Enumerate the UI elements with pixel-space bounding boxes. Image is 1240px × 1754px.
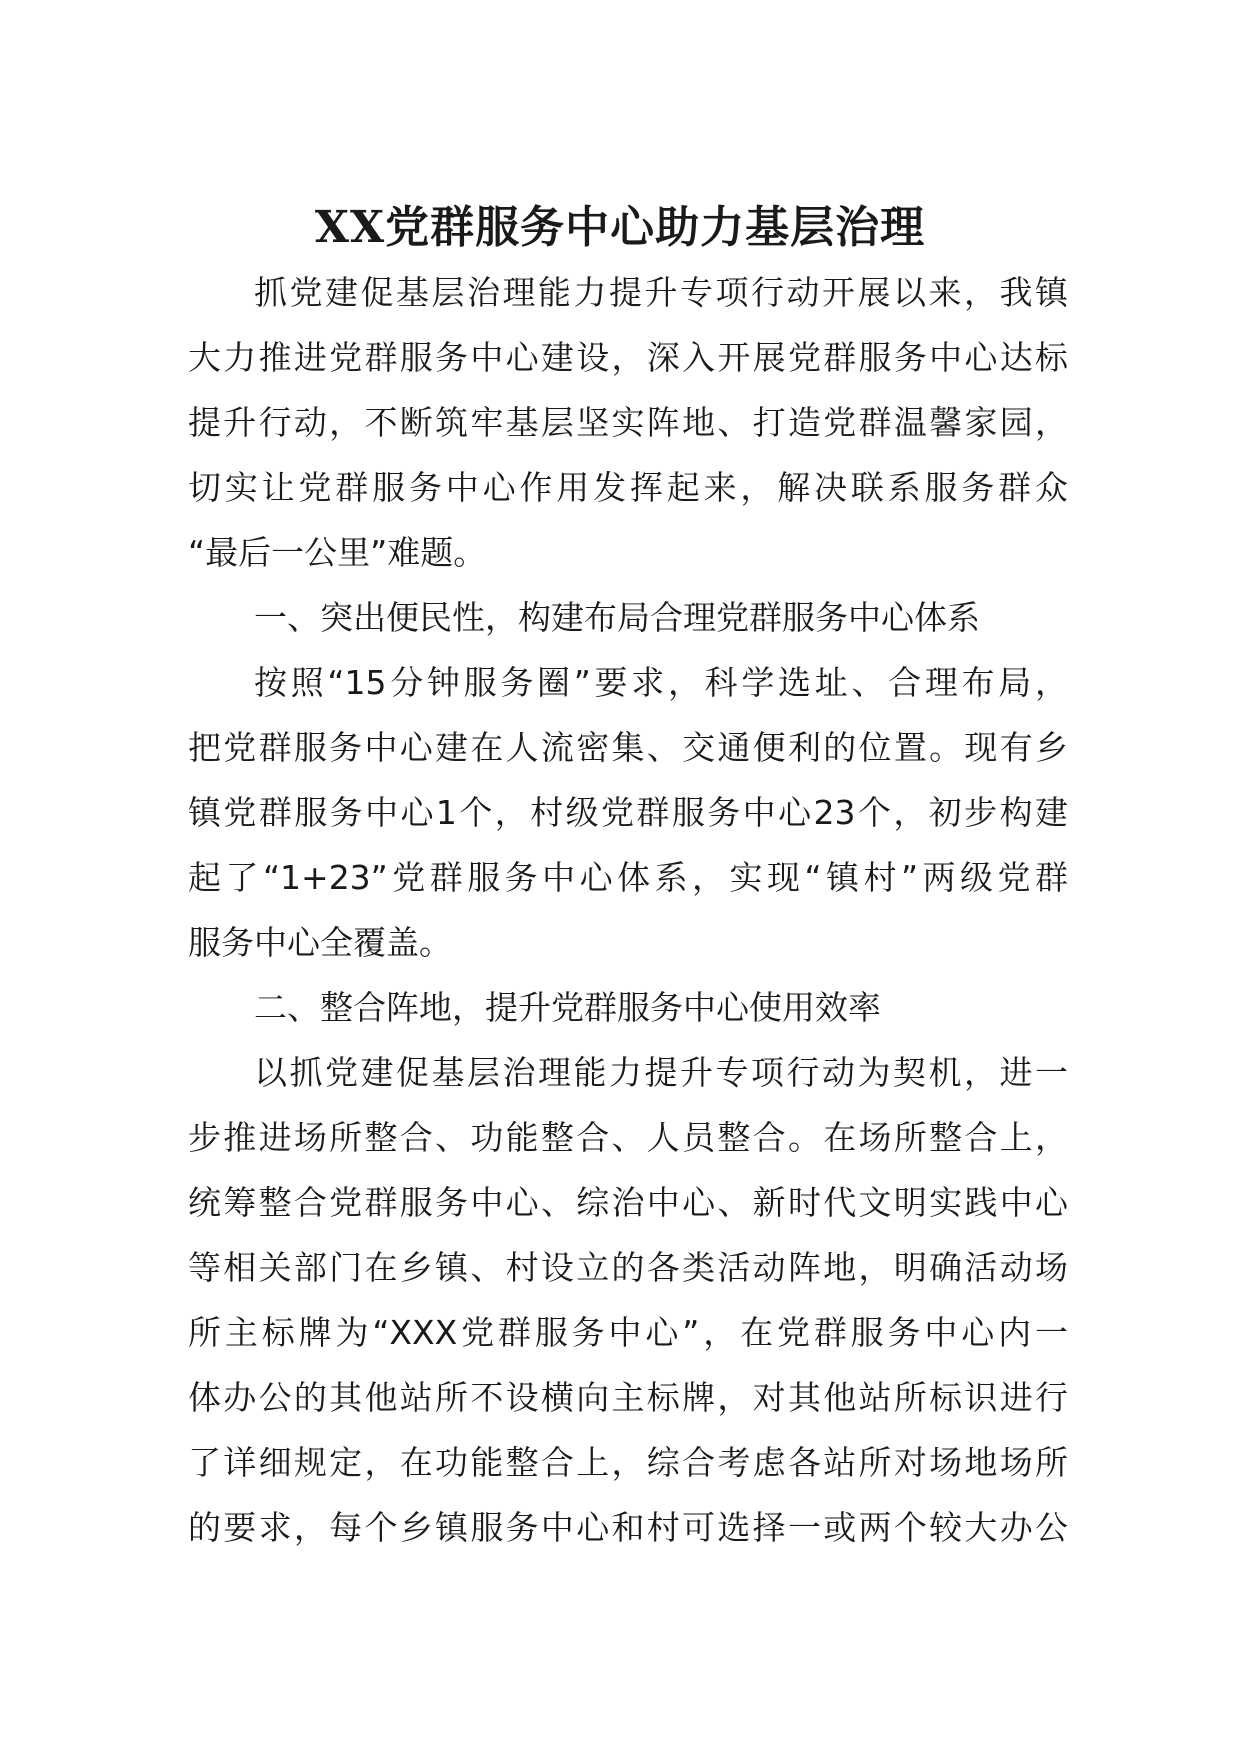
paragraph-line: 把党群服务中心建在人流密集、交通便利的位置。现有乡 <box>188 728 1068 767</box>
section-heading: 一、突出便民性，构建布局合理党群服务中心体系 <box>254 598 980 637</box>
paragraph-line: 服务中心全覆盖。 <box>188 923 452 962</box>
paragraph-line: 按照“15分钟服务圈”要求，科学选址、合理布局， <box>254 663 1068 702</box>
paragraph-line: 抓党建促基层治理能力提升专项行动开展以来，我镇 <box>254 273 1068 312</box>
document-title: XX党群服务中心助力基层治理 <box>314 202 926 253</box>
paragraph-line: 步推进场所整合、功能整合、人员整合。在场所整合上， <box>188 1118 1068 1157</box>
paragraph-line: 体办公的其他站所不设横向主标牌，对其他站所标识进行 <box>188 1378 1068 1417</box>
paragraph-line: 了详细规定，在功能整合上，综合考虑各站所对场地场所 <box>188 1443 1068 1482</box>
paragraph-line: 大力推进党群服务中心建设，深入开展党群服务中心达标 <box>188 338 1068 377</box>
paragraph-line: 的要求，每个乡镇服务中心和村可选择一或两个较大办公 <box>188 1508 1068 1547</box>
document-body <box>188 260 1068 1560</box>
paragraph-line: 等相关部门在乡镇、村设立的各类活动阵地，明确活动场 <box>188 1248 1068 1287</box>
paragraph-line: 所主标牌为“XXX党群服务中心”，在党群服务中心内一 <box>188 1313 1068 1352</box>
paragraph-line: 切实让党群服务中心作用发挥起来，解决联系服务群众 <box>188 468 1068 507</box>
paragraph-line: “最后一公里”难题。 <box>188 533 487 572</box>
paragraph-line: 以抓党建促基层治理能力提升专项行动为契机，进一 <box>254 1053 1068 1092</box>
paragraph-line: 起了“1+23”党群服务中心体系，实现“镇村”两级党群 <box>188 858 1068 897</box>
paragraph-line: 统筹整合党群服务中心、综治中心、新时代文明实践中心 <box>188 1183 1068 1222</box>
paragraph-line: 镇党群服务中心1个，村级党群服务中心23个，初步构建 <box>188 793 1068 832</box>
paragraph-line: 提升行动，不断筑牢基层坚实阵地、打造党群温馨家园， <box>188 403 1068 442</box>
section-heading: 二、整合阵地，提升党群服务中心使用效率 <box>254 988 881 1027</box>
